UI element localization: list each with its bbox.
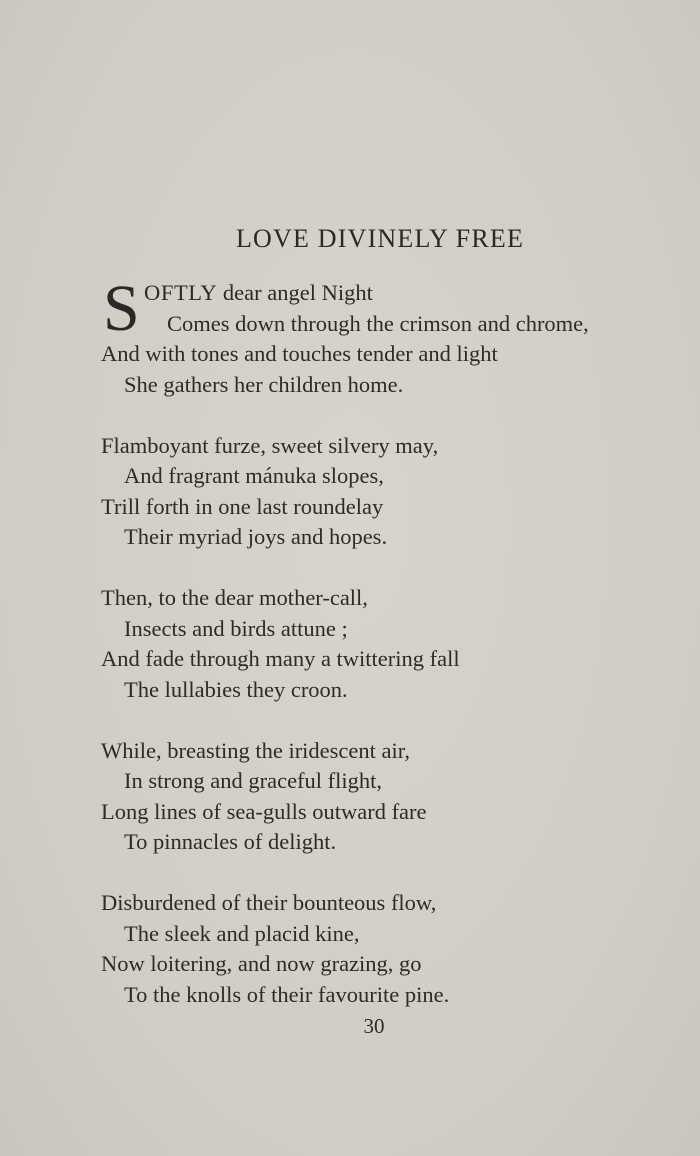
stanza-1: [101, 272, 681, 400]
poem-title: LOVE DIVINELY FREE: [235, 224, 525, 253]
poem-line: Flamboyant furze, sweet silvery may,: [101, 432, 439, 458]
poem-line: In strong and graceful flight,: [124, 768, 383, 793]
poem-line: The lullabies they croon.: [124, 676, 348, 702]
poem-line: Then, to the dear mother-call,: [101, 585, 368, 610]
drop-cap-letter: S: [103, 272, 140, 345]
poem-line: Insects and birds attune ;: [124, 615, 348, 641]
poem-line: And with tones and touches tender and light: [101, 341, 498, 366]
stanza-3: [101, 583, 681, 705]
poem-line: While, breasting the iridescent air,: [101, 737, 410, 763]
poem-line: The sleek and placid kine,: [124, 920, 360, 946]
poem-line: Now loitering, and now grazing, go: [101, 951, 422, 976]
poem-line: Comes down through the crimson and chrome,: [167, 310, 589, 336]
poem-line: And fade through many a twittering fall: [101, 646, 460, 671]
first-word-caps: OFTLY: [144, 280, 218, 305]
poem-line: To pinnacles of delight.: [124, 829, 337, 854]
poem-line: To the knolls of their favourite pine.: [124, 981, 450, 1007]
stanza-4: [101, 736, 681, 858]
stanza-5: [101, 888, 681, 1010]
first-line-rest: dear angel Night: [217, 280, 373, 305]
poem-body: [101, 272, 681, 1041]
poem-line: Long lines of sea-gulls outward fare: [101, 798, 427, 824]
poem-line: Disburdened of their bounteous flow,: [101, 890, 437, 915]
poem-line: And fragrant mánuka slopes,: [124, 463, 384, 488]
poem-line: Their myriad joys and hopes.: [124, 524, 388, 549]
page-number: 30: [363, 1014, 385, 1038]
stanza-2: [101, 431, 681, 553]
poem-line: Trill forth in one last roundelay: [101, 493, 384, 519]
poem-line: She gathers her children home.: [124, 371, 404, 397]
